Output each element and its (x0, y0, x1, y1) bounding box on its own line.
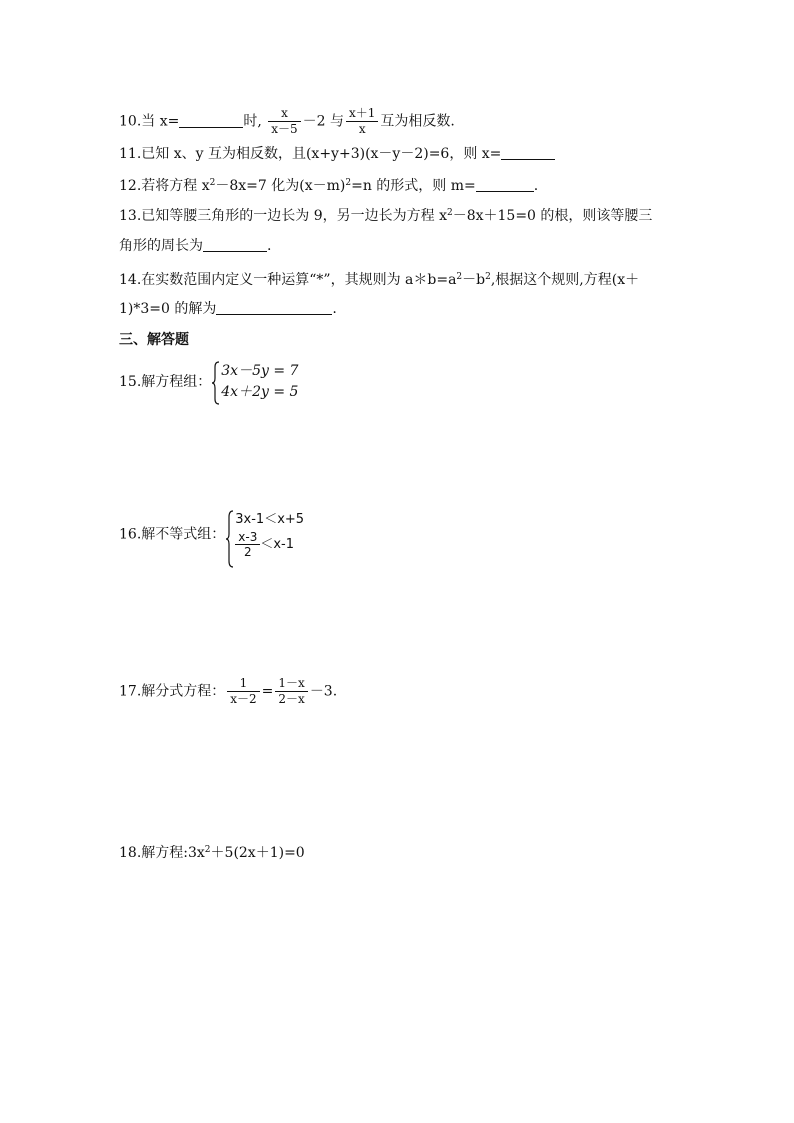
q15-equation-system (211, 361, 298, 403)
q13-line-2-text: 角形的周长为 (119, 238, 203, 254)
answer-blank-10[interactable] (179, 113, 243, 128)
question-10 (119, 106, 455, 137)
q13-text-a: 13.已知等腰三角形的一边长为 9，另一边长为方程 x (119, 208, 447, 224)
q14-text-c: ,根据这个规则,方程(x＋ (490, 272, 640, 288)
q18-sup: 2 (204, 845, 211, 855)
q18-text-a: 18.解方程:3x (119, 845, 205, 861)
q10-frac1-numerator: x (281, 106, 288, 120)
q17-frac1-denominator: x－2 (227, 691, 259, 707)
q14-sup-1: 2 (456, 272, 463, 282)
q10-text-b: 时, (243, 113, 262, 130)
question-14-line-1 (119, 268, 639, 289)
q10-text-c: －2 与 (302, 113, 345, 130)
question-17 (119, 676, 337, 707)
q12-sup-1: 2 (209, 178, 216, 188)
question-11 (119, 145, 555, 163)
q12-text-c: =n 的形式，则 m= (351, 178, 476, 194)
q16-inequality-system (225, 510, 304, 559)
q17-label: 17.解分式方程： (119, 683, 226, 700)
q16-inequality-1: 3x-1＜x+5 (235, 512, 305, 527)
q14-text-a: 14.在实数范围内定义一种运算“*”，其规则为 a＊b=a (119, 272, 457, 288)
q15-equation-1: 3x－5y = 7 (221, 363, 299, 379)
question-16 (119, 510, 304, 559)
q17-fraction-2 (275, 676, 307, 707)
q17-equals: = (261, 683, 274, 700)
q17-fraction-1 (227, 676, 259, 707)
q10-fraction-1 (268, 106, 300, 137)
q10-frac2-denominator: x (346, 121, 378, 137)
q13-end: . (267, 238, 272, 254)
left-brace-icon (211, 361, 220, 405)
q14-text-b: －b (462, 272, 486, 288)
q13-sup: 2 (446, 208, 453, 218)
q15-equation-2: 4x＋2y = 5 (221, 384, 299, 400)
q10-frac1-denominator: x－5 (268, 121, 300, 137)
q12-sup-2: 2 (345, 178, 352, 188)
question-13-line-2 (119, 237, 271, 255)
q10-text-a: 10.当 x= (119, 113, 180, 130)
q17-tail: －3. (309, 683, 338, 700)
question-15 (119, 361, 298, 403)
q14-sup-2: 2 (485, 272, 491, 282)
q16-frac-denominator: 2 (235, 544, 260, 559)
answer-blank-11[interactable] (501, 145, 555, 160)
question-13-line-1 (119, 204, 652, 225)
question-18 (119, 841, 305, 862)
q14-line-2-text: 1)*3=0 的解为 (119, 301, 217, 317)
q16-frac-numerator: x-3 (238, 530, 258, 544)
q12-text-d: . (533, 178, 539, 194)
question-14-line-2 (119, 300, 337, 318)
left-brace-icon (225, 510, 234, 568)
q16-inequality-2-tail: ＜x-1 (260, 537, 294, 552)
q17-frac2-numerator: 1－x (278, 676, 305, 690)
q10-text-d: 互为相反数. (380, 113, 455, 130)
question-12 (119, 174, 538, 195)
q10-frac2-numerator: x＋1 (349, 106, 376, 120)
q16-fraction (235, 530, 260, 559)
answer-blank-12[interactable] (476, 177, 534, 192)
q14-end: . (332, 301, 337, 317)
q18-text-b: ＋5(2x＋1)=0 (210, 845, 305, 861)
answer-blank-14[interactable] (216, 300, 332, 315)
q11-text: 11.已知 x、y 互为相反数，且(x+y+3)(x－y－2)=6，则 x= (119, 146, 502, 162)
q16-inequality-2 (235, 530, 304, 559)
q10-fraction-2 (346, 106, 378, 137)
answer-blank-13[interactable] (203, 237, 267, 252)
section-heading: 三、解答题 (119, 332, 189, 348)
q16-label: 16.解不等式组： (119, 526, 226, 543)
q13-text-b: －8x＋15=0 的根，则该等腰三 (452, 208, 653, 224)
q17-frac2-denominator: 2－x (275, 691, 307, 707)
q17-frac1-numerator: 1 (239, 676, 248, 690)
q12-text-b: －8x=7 化为(x－m) (215, 178, 346, 194)
q15-label: 15.解方程组： (119, 374, 212, 390)
q12-text-a: 12.若将方程 x (119, 178, 210, 194)
